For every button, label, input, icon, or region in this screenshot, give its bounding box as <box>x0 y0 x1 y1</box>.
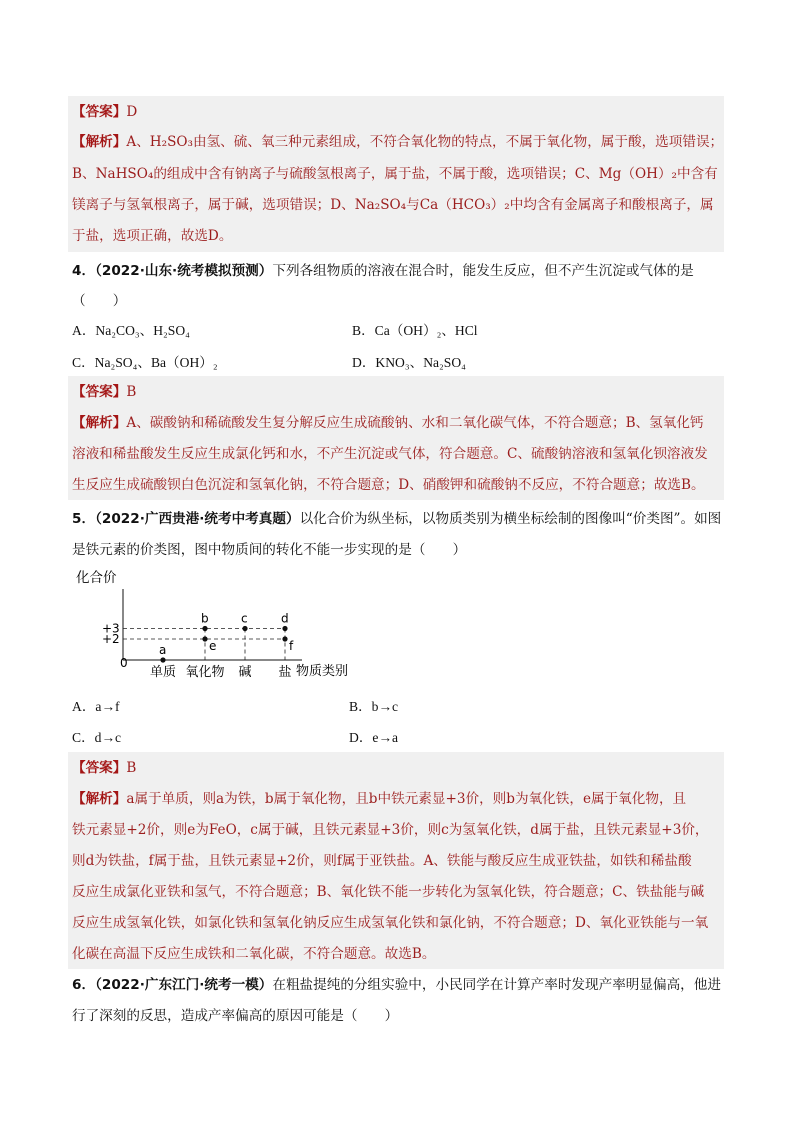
x-category-label: 氧化物 <box>185 665 225 680</box>
data-point-d <box>282 626 287 631</box>
x-category-label: 盐 <box>278 665 292 680</box>
option-b: B．Ca（OH）₂、HCl <box>352 323 478 338</box>
answer-tag: 【答案】 <box>72 760 127 776</box>
analysis-text: 则d为铁盐，f属于盐，且铁元素显+2价，则f属于亚铁盐。A、铁能与酸反应生成亚铁盐，如铁和稀盐酸 <box>72 853 692 869</box>
y-tick-label: +2 <box>102 632 120 646</box>
option-c: C．Na₂SO₄、Ba（OH）₂ <box>72 355 218 370</box>
answer-line <box>72 759 722 777</box>
analysis-line <box>72 414 722 432</box>
question-number: 5． <box>72 511 96 527</box>
y-tick-label: +3 <box>102 621 120 636</box>
valence-class-chart <box>70 565 370 685</box>
answer-line <box>72 103 722 121</box>
analysis-tag: 【解析】 <box>72 415 127 431</box>
question-4-stem <box>72 262 722 280</box>
analysis-text: B、NaHSO₄的组成中含有钠离子与硫酸氢根离子，属于盐，不属于酸，选项错误；C、Mg（OH）₂中含有 <box>72 166 718 182</box>
option-d: D．KNO₃、Na₂SO₄ <box>352 355 466 370</box>
analysis-text: 反应生成氢氧化铁，如氯化铁和氢氧化钠反应生成氢氧化铁和氯化钠，不符合题意；D、氧化亚铁能与一氧 <box>72 915 709 931</box>
x-category-label: 碱 <box>238 665 252 680</box>
data-point-c <box>242 626 247 631</box>
question-source: （2022·广西贵港·统考中考真题） <box>95 511 300 527</box>
question-source: （2022·山东·统考模拟预测） <box>95 263 273 279</box>
data-point-e <box>202 636 207 641</box>
option-b: B．b→c <box>349 699 399 714</box>
point-label-f: f <box>289 639 294 653</box>
answer-value: B <box>126 384 137 400</box>
analysis-text: 溶液和稀盐酸发生反应生成氯化钙和水，不产生沉淀或气体，符合题意。C、硫酸钠溶液和氢氧化钡溶液发 <box>72 446 708 462</box>
x-category-label: 单质 <box>150 665 177 680</box>
analysis-tag: 【解析】 <box>72 791 127 807</box>
data-point-a <box>160 657 165 662</box>
question-source: （2022·广东江门·统考一模） <box>95 977 273 993</box>
question-6-stem <box>72 976 722 994</box>
answer-blank: （ ） <box>72 293 127 309</box>
option-a: A．Na₂CO₃、H₂SO₄ <box>72 323 190 338</box>
point-label-e: e <box>209 639 217 653</box>
analysis-text: 化碳在高温下反应生成铁和二氧化碳，不符合题意。故选B。 <box>72 946 436 962</box>
question-text: 以化合价为纵坐标，以物质类别为横坐标绘制的图像叫“价类图”。如图 <box>299 511 722 527</box>
analysis-text: 生反应生成硫酸钡白色沉淀和氢氧化钠，不符合题意；D、硝酸钾和硫酸钠不反应，不符合题意；故选B。 <box>72 477 705 493</box>
analysis-text: 于盐，选项正确，故选D。 <box>72 228 233 244</box>
data-point-f <box>282 636 287 641</box>
answer-block-q5 <box>68 752 724 969</box>
answer-value: B <box>126 760 137 776</box>
question-text: 在粗盐提纯的分组实验中，小民同学在计算产率时发现产率明显偏高，他进 <box>272 977 721 993</box>
answer-value: D <box>126 104 138 120</box>
data-point-b <box>202 626 207 631</box>
answer-tag: 【答案】 <box>72 104 127 120</box>
point-label-d: d <box>281 611 289 626</box>
question-text: 下列各组物质的溶液在混合时，能发生反应，但不产生沉淀或气体的是 <box>272 263 694 279</box>
question-text: 是铁元素的价类图，图中物质间的转化不能一步实现的是（ ） <box>72 542 467 558</box>
x-axis-title: 物质类别 <box>296 664 349 679</box>
analysis-text: A、碳酸钠和稀硫酸发生复分解反应生成硫酸钠、水和二氧化碳气体，不符合题意；B、氢氧化钙 <box>126 415 704 431</box>
answer-block-q4 <box>68 376 724 500</box>
analysis-text: 镁离子与氢氧根离子，属于碱，选项错误；D、Na₂SO₄与Ca（HCO₃）₂中均含有金属离子和酸根离子，属 <box>72 197 714 213</box>
answer-line <box>72 383 722 401</box>
point-label-b: b <box>201 611 209 626</box>
option-c: C．d→c <box>72 730 122 745</box>
option-a: A．a→f <box>72 699 120 714</box>
answer-tag: 【答案】 <box>72 384 127 400</box>
option-d: D．e→a <box>349 730 399 745</box>
y-axis-title: 化合价 <box>76 570 117 586</box>
question-5-stem <box>72 510 722 528</box>
question-number: 4． <box>72 263 96 279</box>
point-label-c: c <box>241 611 248 626</box>
analysis-text: a属于单质，则a为铁，b属于氧化物，且b中铁元素显+3价，则b为氧化铁，e属于氧化物，且 <box>126 791 687 807</box>
origin-label: 0 <box>120 656 128 670</box>
question-number: 6． <box>72 977 96 993</box>
analysis-text: A、H₂SO₃由氢、硫、氧三种元素组成，不符合氧化物的特点，不属于氧化物，属于酸，选项错误； <box>126 134 724 150</box>
analysis-line <box>72 790 722 808</box>
analysis-tag: 【解析】 <box>72 134 127 150</box>
chart-layer <box>102 612 294 681</box>
point-label-a: a <box>159 643 167 657</box>
analysis-line <box>72 133 722 151</box>
question-text: 行了深刻的反思，造成产率偏高的原因可能是（ ） <box>72 1008 399 1024</box>
answer-block-q3 <box>68 96 724 252</box>
analysis-text: 反应生成氯化亚铁和氢气，不符合题意；B、氧化铁不能一步转化为氢氧化铁，符合题意；C、铁盐能与碱 <box>72 884 705 900</box>
analysis-text: 铁元素显+2价，则e为FeO，c属于碱，且铁元素显+3价，则c为氢氧化铁，d属于盐，且铁元素显+3价， <box>72 822 709 838</box>
